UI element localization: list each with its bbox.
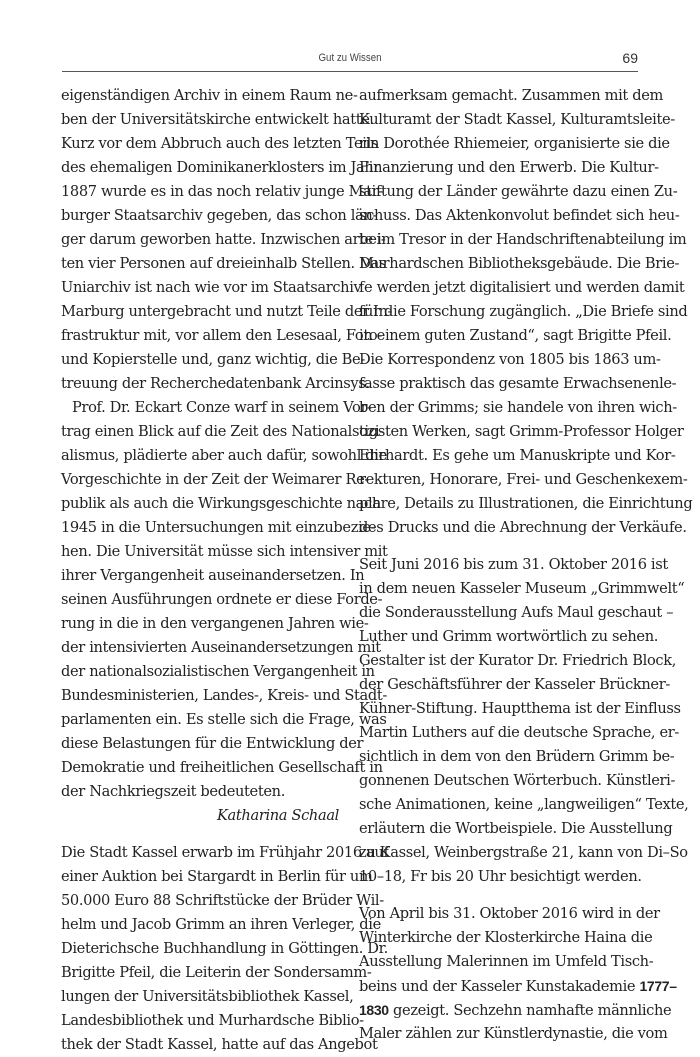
text-line: Ausstellung Malerinnen im Umfeld Tisch-: [359, 953, 654, 970]
text-line: in einem guten Zustand“, sagt Brigitte Pfeil.: [359, 327, 672, 344]
year-range-bold: 1830: [359, 1002, 389, 1018]
text-line: fe werden jetzt digitalisiert und werden damit: [359, 279, 685, 296]
text-line: Seit Juni 2016 bis zum 31. Oktober 2016 ist: [359, 556, 668, 573]
text-line: rin Dorothée Rhiemeier, organisierte sie die: [359, 135, 670, 152]
paragraph-haina-exhibition: [359, 902, 677, 1046]
text-line: Vorgeschichte in der Zeit der Weimarer Re-: [61, 471, 369, 488]
text-line: der intensivierten Auseinandersetzungen mit: [61, 639, 381, 656]
text-line: der Nachkriegszeit bedeuteten.: [61, 783, 285, 800]
text-fragment: beins und der Kasseler Kunstakademie: [359, 978, 640, 995]
author-signature: Katharina Schaal: [217, 807, 339, 824]
text-line: des Drucks und die Abrechnung der Verkäufe.: [359, 519, 687, 536]
right-column: [359, 84, 693, 1046]
text-line: sichtlich in dem von den Brüdern Grimm be-: [359, 748, 675, 765]
text-line: Winterkirche der Klosterkirche Haina die: [359, 929, 653, 946]
paragraph-kassel-acquisition-cont: [359, 84, 693, 540]
paragraph-grimmwelt-exhibition: [359, 553, 689, 889]
text-line: ben der Grimms; sie handele von ihren wich-: [359, 399, 677, 416]
text-line: gonnenen Deutschen Wörterbuch. Künstleri-: [359, 772, 676, 789]
text-line: treuung der Recherchedatenbank Arcinsys.: [61, 375, 370, 392]
text-line: eigenständigen Archiv in einem Raum ne-: [61, 87, 358, 104]
section-gap: [61, 828, 339, 841]
text-line: und Kopierstelle und, ganz wichtig, die Be-: [61, 351, 365, 368]
running-header: [62, 50, 638, 68]
text-line: te im Tresor in der Handschriftenabteilung im: [359, 231, 687, 248]
text-line: ger darum geworben hatte. Inzwischen arbei-: [61, 231, 386, 248]
text-line: parlamenten ein. Es stelle sich die Frage, was: [61, 711, 387, 728]
text-line: helm und Jacob Grimm an ihren Verleger, die: [61, 916, 381, 933]
text-line: burger Staatsarchiv gegeben, das schon län-: [61, 207, 378, 224]
section-gap: [359, 889, 637, 902]
text-line: alismus, plädierte aber auch dafür, sowohl die: [61, 447, 387, 464]
text-line: Die Stadt Kassel erwarb im Frühjahr 2016 auf: [61, 844, 389, 861]
text-line: sche Animationen, keine „langweiligen“ Texte,: [359, 796, 689, 813]
text-line: für die Forschung zugänglich. „Die Briefe sind: [359, 303, 688, 320]
text-line: stiftung der Länder gewährte dazu einen Zu-: [359, 183, 678, 200]
text-line: in dem neuen Kasseler Museum „Grimmwelt“: [359, 580, 685, 597]
text-line: der Geschäftsführer der Kasseler Brückner-: [359, 676, 670, 693]
text-line: Martin Luthers auf die deutsche Sprache, er-: [359, 724, 679, 741]
page-number: 69: [622, 50, 638, 66]
section-gap: [359, 540, 637, 553]
text-line: des ehemaligen Dominikanerklosters im Jahr: [61, 159, 381, 176]
text-line: 50.000 Euro 88 Schriftstücke der Brüder Wil-: [61, 892, 384, 909]
text-line: 1887 wurde es in das noch relativ junge Mar-: [61, 183, 383, 200]
text-line: frastruktur mit, vor allem den Lesesaal, Foto-: [61, 327, 382, 344]
text-line: Uniarchiv ist nach wie vor im Staatsarchiv: [61, 279, 362, 296]
text-line: Landesbibliothek und Murhardsche Biblio-: [61, 1012, 364, 1029]
text-line: fasse praktisch das gesamte Erwachsenenle-: [359, 375, 677, 392]
text-line: 1945 in die Untersuchungen mit einzubezie-: [61, 519, 376, 536]
text-fragment: gezeigt. Sechzehn namhafte männliche: [388, 1002, 672, 1019]
text-line: zu Kassel, Weinbergstraße 21, kann von Di–So: [359, 844, 688, 861]
text-line: seinen Ausführungen ordnete er diese Forde-: [61, 591, 383, 608]
text-line: erläutern die Wortbeispiele. Die Ausstellung: [359, 820, 673, 837]
text-line: Murhardschen Bibliotheksgebäude. Die Brie-: [359, 255, 680, 272]
text-line: Kurz vor dem Abbruch auch des letzten Teils: [61, 135, 379, 152]
text-line: schuss. Das Aktenkonvolut befindet sich heu-: [359, 207, 680, 224]
text-line: ben der Universitätskirche entwickelt hatte.: [61, 111, 374, 128]
text-line: rung in die in den vergangenen Jahren wie-: [61, 615, 369, 632]
text-line: Gestalter ist der Kurator Dr. Friedrich Block,: [359, 652, 676, 669]
text-line: Marburg untergebracht und nutzt Teile der In-: [61, 303, 393, 320]
text-line: Maler zählen zur Künstlerdynastie, die vom: [359, 1025, 668, 1042]
header-rule: [62, 71, 638, 72]
text-line: diese Belastungen für die Entwicklung der: [61, 735, 364, 752]
text-line: Dieterichsche Buchhandlung in Göttingen. Dr.: [61, 940, 388, 957]
text-line: ten vier Personen auf dreieinhalb Stellen. Das: [61, 255, 386, 272]
text-line: trag einen Blick auf die Zeit des Nationalsozi-: [61, 423, 384, 440]
text-line: der nationalsozialistischen Vergangenheit in: [61, 663, 375, 680]
text-line: [359, 998, 672, 1022]
text-line: tigsten Werken, sagt Grimm-Professor Holger: [359, 423, 684, 440]
text-line: lungen der Universitätsbibliothek Kassel,: [61, 988, 354, 1005]
text-line: Ehrhardt. Es gehe um Manuskripte und Kor-: [359, 447, 676, 464]
text-line: die Sonderausstellung Aufs Maul geschaut –: [359, 604, 674, 621]
text-line: [359, 974, 677, 998]
text-line: ihrer Vergangenheit auseinandersetzen. In: [61, 567, 365, 584]
text-line: 10–18, Fr bis 20 Uhr besichtigt werden.: [359, 868, 642, 885]
text-line: Die Korrespondenz von 1805 bis 1863 um-: [359, 351, 661, 368]
text-line: Bundesministerien, Landes-, Kreis- und Stadt-: [61, 687, 387, 704]
text-line: Kühner-Stiftung. Hauptthema ist der Einfluss: [359, 700, 681, 717]
text-line: plare, Details zu Illustrationen, die Einrichtung: [359, 495, 693, 512]
year-range-bold: 1777–: [639, 978, 677, 994]
text-line: Luther und Grimm wortwörtlich zu sehen.: [359, 628, 659, 645]
text-line: Kulturamt der Stadt Kassel, Kulturamtsleite-: [359, 111, 675, 128]
text-line: Brigitte Pfeil, die Leiterin der Sondersamm-: [61, 964, 372, 981]
text-line: Demokratie und freiheitlichen Gesellschaft in: [61, 759, 383, 776]
text-line: Prof. Dr. Eckart Conze warf in seinem Vor-: [72, 399, 372, 416]
text-line: Finanzierung und den Erwerb. Die Kultur-: [359, 159, 659, 176]
text-line: Von April bis 31. Oktober 2016 wird in der: [359, 905, 660, 922]
text-line: einer Auktion bei Stargardt in Berlin für um: [61, 868, 373, 885]
paragraph-conze-lecture: [61, 396, 388, 804]
text-line: aufmerksam gemacht. Zusammen mit dem: [359, 87, 664, 104]
text-line: rekturen, Honorare, Frei- und Geschenkexem-: [359, 471, 688, 488]
text-line: publik als auch die Wirkungsgeschichte nach: [61, 495, 381, 512]
text-line: thek der Stadt Kassel, hatte auf das Angebot: [61, 1036, 378, 1053]
running-title: Gut zu Wissen: [318, 52, 382, 64]
text-line: hen. Die Universität müsse sich intensiver mit: [61, 543, 388, 560]
paragraph-archive: [61, 84, 393, 396]
